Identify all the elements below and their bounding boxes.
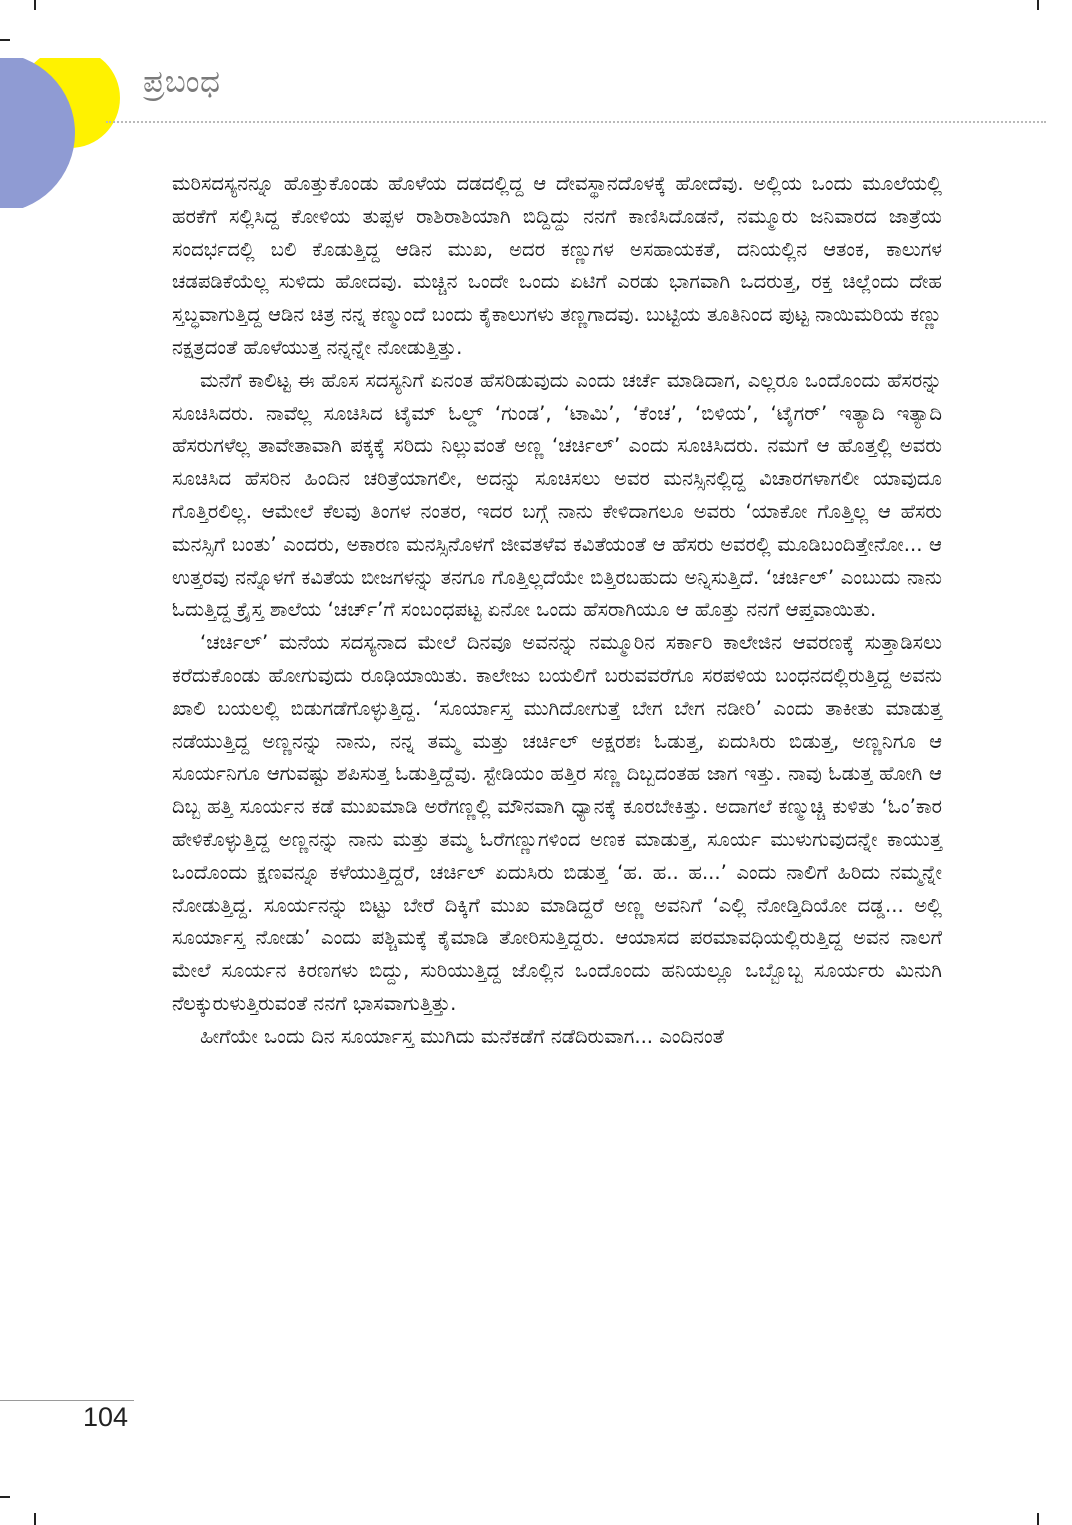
crop-mark-bottom-right <box>1037 1513 1039 1525</box>
crop-mark-left-bottom <box>0 1496 10 1498</box>
essay-body <box>172 168 942 1054</box>
crop-mark-bottom-left <box>34 1513 36 1525</box>
header-decoration <box>0 58 140 208</box>
paragraph-2: ಮನೆಗೆ ಕಾಲಿಟ್ಟ ಈ ಹೊಸ ಸದಸ್ಯನಿಗೆ ಏನಂತ ಹೆಸರಿಡುವುದು ಎಂದು ಚರ್ಚೆ ಮಾಡಿದಾಗ, ಎಲ್ಲರೂ ಒಂದೊಂದು ಹೆಸರನ್ನು ಸೂಚಿಸಿದರು. ನಾವೆಲ್ಲ ಸೂಚಿಸಿದ ಟೈಮ್ ಓಲ್ಡ್ ‘ಗುಂಡ’, ‘ಟಾಮಿ’, ‘ಕೆಂಚ’, ‘ಬಿಳಿಯ’, ‘ಟೈಗರ್’ ಇತ್ಯಾದಿ ಇತ್ಯಾದಿ ಹೆಸರುಗಳೆಲ್ಲ ತಾವೇತಾವಾಗಿ ಪಕ್ಕಕ್ಕೆ ಸರಿದು ನಿಲ್ಲುವಂತೆ ಅಣ್ಣ ‘ಚರ್ಚಿಲ್’ ಎಂದು ಸೂಚಿಸಿದರು. ನಮಗೆ ಆ ಹೊತ್ತಲ್ಲಿ ಅವರು ಸೂಚಿಸಿದ ಹೆಸರಿನ ಹಿಂದಿನ ಚರಿತ್ರೆಯಾಗಲೀ, ಅದನ್ನು ಸೂಚಿಸಲು ಅವರ ಮನಸ್ಸಿನಲ್ಲಿದ್ದ ವಿಚಾರಗಳಾಗಲೀ ಯಾವುದೂ ಗೊತ್ತಿರಲಿಲ್ಲ. ಆಮೇಲೆ ಕೆಲವು ತಿಂಗಳ ನಂತರ, ಇದರ ಬಗ್ಗೆ ನಾನು ಕೇಳಿದಾಗಲೂ ಅವರು ‘ಯಾಕೋ ಗೊತ್ತಿಲ್ಲ ಆ ಹೆಸರು ಮನಸ್ಸಿಗೆ ಬಂತು’ ಎಂದರು, ಅಕಾರಣ ಮನಸ್ಸಿನೊಳಗೆ ಜೀವತಳೆವ ಕವಿತೆಯಂತೆ ಆ ಹೆಸರು ಅವರಲ್ಲಿ ಮೂಡಿಬಂದಿತ್ತೇನೋ... ಆ ಉತ್ತರವು ನನ್ನೊಳಗೆ ಕವಿತೆಯ ಬೀಜಗಳನ್ನು ತನಗೂ ಗೊತ್ತಿಲ್ಲದೆಯೇ ಬಿತ್ತಿರಬಹುದು ಅನ್ನಿಸುತ್ತಿದೆ. ‘ಚರ್ಚಿಲ್’ ಎಂಬುದು ನಾನು ಓದುತ್ತಿದ್ದ ಕ್ರೈಸ್ತ ಶಾಲೆಯ ‘ಚರ್ಚ್’ಗೆ ಸಂಬಂಧಪಟ್ಟ ಏನೋ ಒಂದು ಹೆಸರಾಗಿಯೂ ಆ ಹೊತ್ತು ನನಗೆ ಆಪ್ತವಾಯಿತು. <box>172 368 942 622</box>
crop-mark-top-right <box>1037 0 1039 10</box>
section-title: ಪ್ರಬಂಧ <box>143 64 221 100</box>
paragraph-4: ಹೀಗೆಯೇ ಒಂದು ದಿನ ಸೂರ್ಯಾಸ್ತ ಮುಗಿದು ಮನೆಕಡೆಗೆ ನಡೆದಿರುವಾಗ... ಎಂದಿನಂತೆ <box>200 1024 724 1048</box>
paragraph-3: ‘ಚರ್ಚಿಲ್’ ಮನೆಯ ಸದಸ್ಯನಾದ ಮೇಲೆ ದಿನವೂ ಅವನನ್ನು ನಮ್ಮೂರಿನ ಸರ್ಕಾರಿ ಕಾಲೇಜಿನ ಆವರಣಕ್ಕೆ ಸುತ್ತಾಡಿಸಲು ಕರೆದುಕೊಂಡು ಹೋಗುವುದು ರೂಢಿಯಾಯಿತು. ಕಾಲೇಜು ಬಯಲಿಗೆ ಬರುವವರೆಗೂ ಸರಪಳಿಯ ಬಂಧನದಲ್ಲಿರುತ್ತಿದ್ದ ಅವನು ಖಾಲಿ ಬಯಲಲ್ಲಿ ಬಿಡುಗಡೆಗೊಳ್ಳುತ್ತಿದ್ದ. ‘ಸೂರ್ಯಾಸ್ತ ಮುಗಿದೋಗುತ್ತೆ ಬೇಗ ಬೇಗ ನಡೀರಿ’ ಎಂದು ತಾಕೀತು ಮಾಡುತ್ತ ನಡೆಯುತ್ತಿದ್ದ ಅಣ್ಣನನ್ನು ನಾನು, ನನ್ನ ತಮ್ಮ ಮತ್ತು ಚರ್ಚಿಲ್ ಅಕ್ಷರಶಃ ಓಡುತ್ತ, ಏದುಸಿರು ಬಿಡುತ್ತ, ಅಣ್ಣನಿಗೂ ಆ ಸೂರ್ಯನಿಗೂ ಆಗುವಷ್ಟು ಶಪಿಸುತ್ತ ಓಡುತ್ತಿದ್ದೆವು. ಸ್ಟೇಡಿಯಂ ಹತ್ತಿರ ಸಣ್ಣ ದಿಬ್ಬದಂತಹ ಜಾಗ ಇತ್ತು. ನಾವು ಓಡುತ್ತ ಹೋಗಿ ಆ ದಿಬ್ಬ ಹತ್ತಿ ಸೂರ್ಯನ ಕಡೆ ಮುಖಮಾಡಿ ಅರೆಗಣ್ಣಲ್ಲಿ ಮೌನವಾಗಿ ಧ್ಯಾನಕ್ಕೆ ಕೂರಬೇಕಿತ್ತು. ಅದಾಗಲೆ ಕಣ್ಮುಚ್ಚಿ ಕುಳಿತು ‘ಓಂ’ಕಾರ ಹೇಳಿಕೊಳ್ಳುತ್ತಿದ್ದ ಅಣ್ಣನನ್ನು ನಾನು ಮತ್ತು ತಮ್ಮ ಓರೆಗಣ್ಣುಗಳಿಂದ ಅಣಕ ಮಾಡುತ್ತ, ಸೂರ್ಯ ಮುಳುಗುವುದನ್ನೇ ಕಾಯುತ್ತ ಒಂದೊಂದು ಕ್ಷಣವನ್ನೂ ಕಳೆಯುತ್ತಿದ್ದರೆ, ಚರ್ಚಿಲ್ ಏದುಸಿರು ಬಿಡುತ್ತ ‘ಹ. ಹ.. ಹ...’ ಎಂದು ನಾಲಿಗೆ ಹಿರಿದು ನಮ್ಮನ್ನೇ ನೋಡುತ್ತಿದ್ದ. ಸೂರ್ಯನನ್ನು ಬಿಟ್ಟು ಬೇರೆ ದಿಕ್ಕಿಗೆ ಮುಖ ಮಾಡಿದ್ದರೆ ಅಣ್ಣ ಅವನಿಗೆ ‘ಎಲ್ಲಿ ನೋಡ್ತಿದಿಯೋ ದಡ್ಡ... ಅಲ್ಲಿ ಸೂರ್ಯಾಸ್ತ ನೋಡು’ ಎಂದು ಪಶ್ಚಿಮಕ್ಕೆ ಕೈಮಾಡಿ ತೋರಿಸುತ್ತಿದ್ದರು. ಆಯಾಸದ ಪರಮಾವಧಿಯಲ್ಲಿರುತ್ತಿದ್ದ ಅವನ ನಾಲಗೆ ಮೇಲೆ ಸೂರ್ಯನ ಕಿರಣಗಳು ಬಿದ್ದು, ಸುರಿಯುತ್ತಿದ್ದ ಜೊಲ್ಲಿನ ಒಂದೊಂದು ಹನಿಯಲ್ಲೂ ಒಬ್ಬೊಬ್ಬ ಸೂರ್ಯರು ಮಿನುಗಿ ನೆಲಕ್ಕುರುಳುತ್ತಿರುವಂತೆ ನನಗೆ ಭಾಸವಾಗುತ್ತಿತ್ತು. <box>172 631 942 1015</box>
crop-mark-top-left <box>34 0 36 10</box>
crop-mark-left-top <box>0 39 10 41</box>
footer-rule <box>0 1400 134 1401</box>
paragraph-1: ಮರಿಸದಸ್ಯನನ್ನೂ ಹೊತ್ತುಕೊಂಡು ಹೊಳೆಯ ದಡದಲ್ಲಿದ್ದ ಆ ದೇವಸ್ಥಾನದೊಳಕ್ಕೆ ಹೋದೆವು. ಅಲ್ಲಿಯ ಒಂದು ಮೂಲೆಯಲ್ಲಿ ಹರಕೆಗೆ ಸಲ್ಲಿಸಿದ್ದ ಕೋಳಿಯ ತುಪ್ಪಳ ರಾಶಿರಾಶಿಯಾಗಿ ಬಿದ್ದಿದ್ದು ನನಗೆ ಕಾಣಿಸಿದೊಡನೆ, ನಮ್ಮೂರು ಜನಿವಾರದ ಜಾತ್ರೆಯ ಸಂದರ್ಭದಲ್ಲಿ ಬಲಿ ಕೊಡುತ್ತಿದ್ದ ಆಡಿನ ಮುಖ, ಅದರ ಕಣ್ಣುಗಳ ಅಸಹಾಯಕತೆ, ದನಿಯಲ್ಲಿನ ಆತಂಕ, ಕಾಲುಗಳ ಚಡಪಡಿಕೆಯೆಲ್ಲ ಸುಳಿದು ಹೋದವು. ಮಚ್ಚಿನ ಒಂದೇ ಒಂದು ಏಟಿಗೆ ಎರಡು ಭಾಗವಾಗಿ ಒದರುತ್ತ, ರಕ್ತ ಚಿಲ್ಲೆಂದು ದೇಹ ಸ್ತಬ್ಧವಾಗುತ್ತಿದ್ದ ಆಡಿನ ಚಿತ್ರ ನನ್ನ ಕಣ್ಮುಂದೆ ಬಂದು ಕೈಕಾಲುಗಳು ತಣ್ಣಗಾದವು. ಬುಟ್ಟಿಯ ತೂತಿನಿಂದ ಪುಟ್ಟ ನಾಯಿಮರಿಯ ಕಣ್ಣು ನಕ್ಷತ್ರದಂತೆ ಹೊಳೆಯುತ್ತ ನನ್ನನ್ನೇ ನೋಡುತ್ತಿತ್ತು. <box>172 172 942 359</box>
header-dotted-rule <box>106 121 1046 123</box>
page-number: 104 <box>83 1402 129 1432</box>
